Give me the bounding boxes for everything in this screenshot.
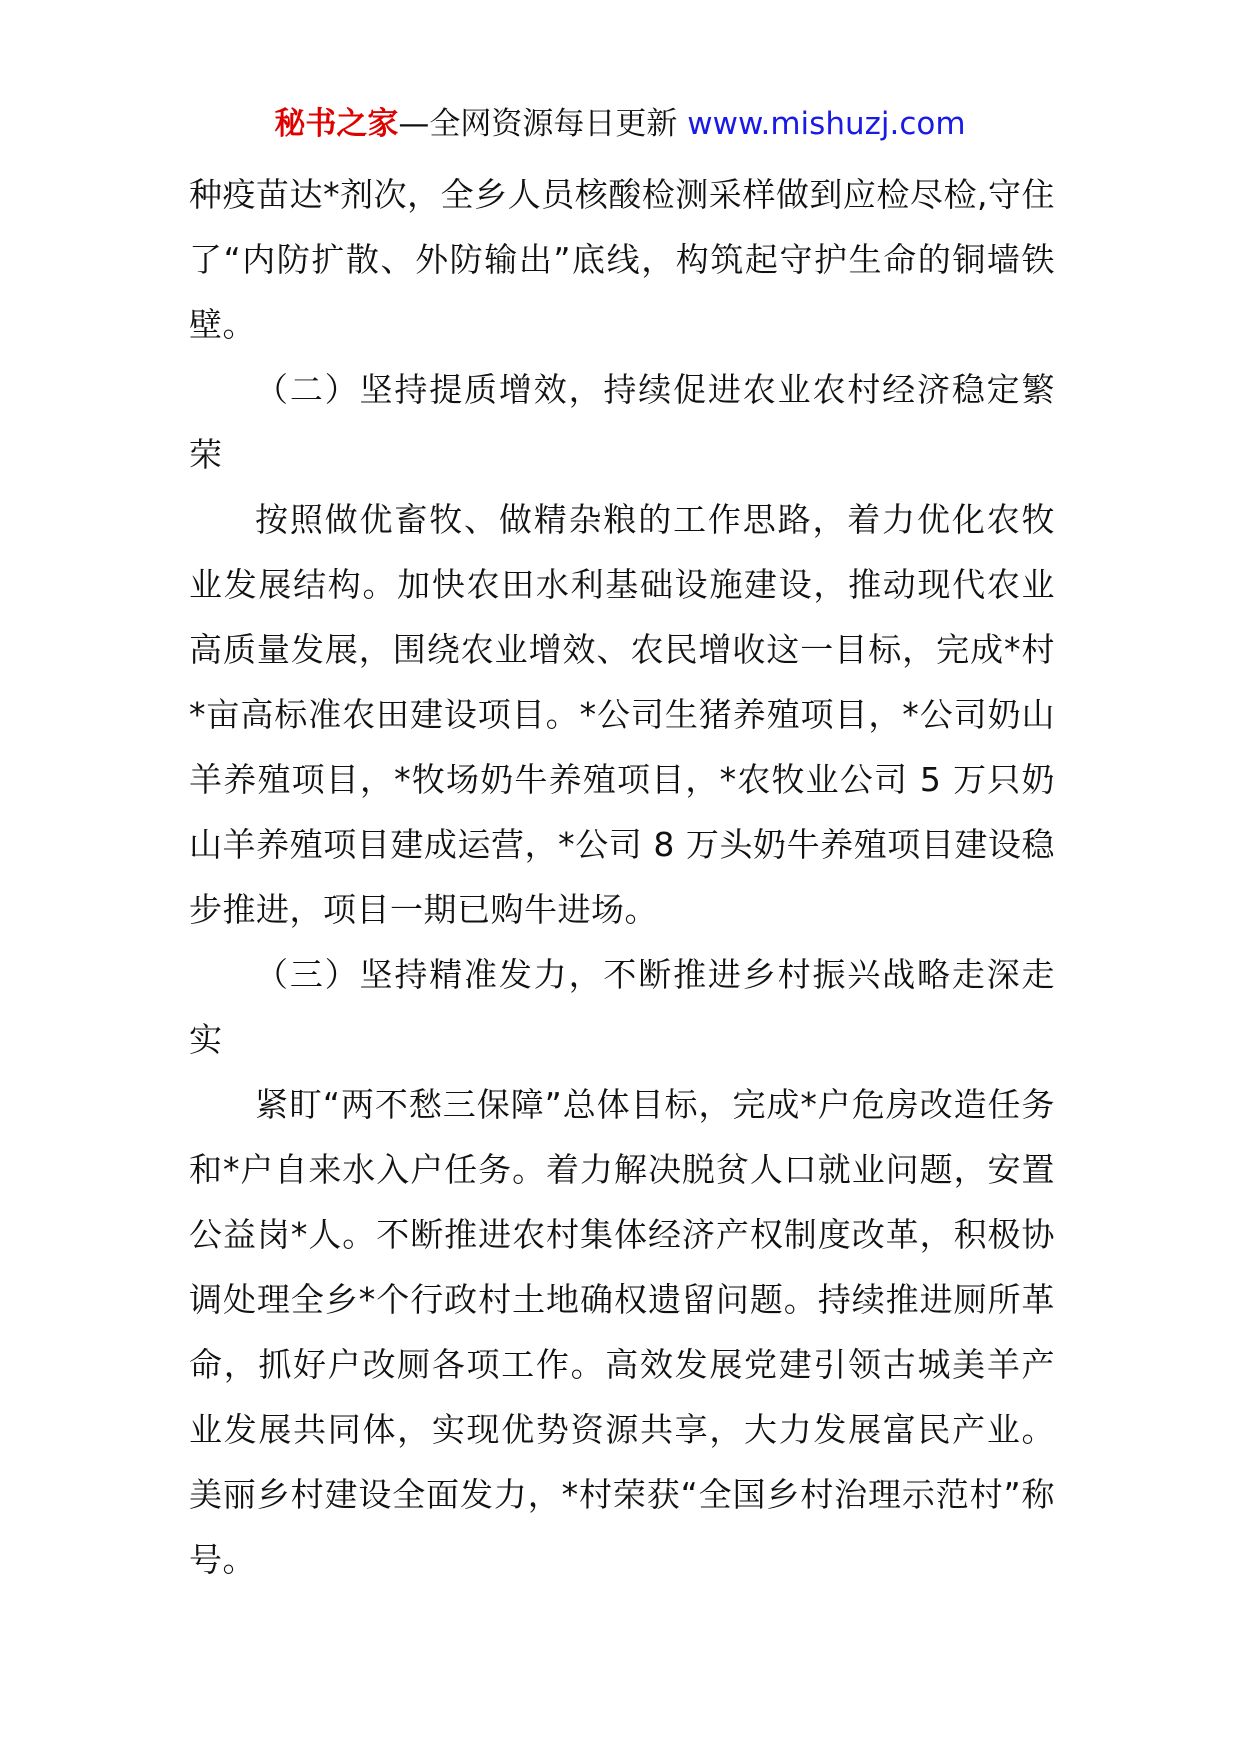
paragraph-agriculture: 按照做优畜牧、做精杂粮的工作思路，着力优化农牧业发展结构。加快农田水利基础设施建设，推动现代农业高质量发展，围绕农业增效、农民增收这一目标，完成*村*亩高标准农田建设项目。*公司生猪养殖项目，*公司奶山羊养殖项目，*牧场奶牛养殖项目，*农牧业公司 5 万只奶山羊养殖项目建成运营，*公司 8 万头奶牛养殖项目建设稳步推进，项目一期已购牛进场。 [189, 500, 1055, 929]
section-heading-3: （三）坚持精准发力，不断推进乡村振兴战略走深走实 [189, 955, 1055, 1059]
section-heading-2: （二）坚持提质增效，持续促进农业农村经济稳定繁荣 [189, 370, 1055, 474]
header-tagline: —全网资源每日更新 [398, 106, 678, 142]
page-header [0, 102, 1240, 146]
document-body [189, 162, 1055, 1592]
site-url-link[interactable]: www.mishuzj.com [687, 106, 966, 142]
brand-name: 秘书之家 [274, 106, 399, 142]
paragraph-continuation: 种疫苗达*剂次，全乡人员核酸检测采样做到应检尽检,守住了“内防扩散、外防输出”底线，构筑起守护生命的铜墙铁壁。 [189, 175, 1055, 344]
paragraph-rural-revitalization: 紧盯“两不愁三保障”总体目标，完成*户危房改造任务和*户自来水入户任务。着力解决脱贫人口就业问题，安置公益岗*人。不断推进农村集体经济产权制度改革，积极协调处理全乡*个行政村土地确权遗留问题。持续推进厕所革命，抓好户改厕各项工作。高效发展党建引领古城美羊产业发展共同体，实现优势资源共享，大力发展富民产业。美丽乡村建设全面发力，*村荣获“全国乡村治理示范村”称号。 [189, 1085, 1055, 1579]
